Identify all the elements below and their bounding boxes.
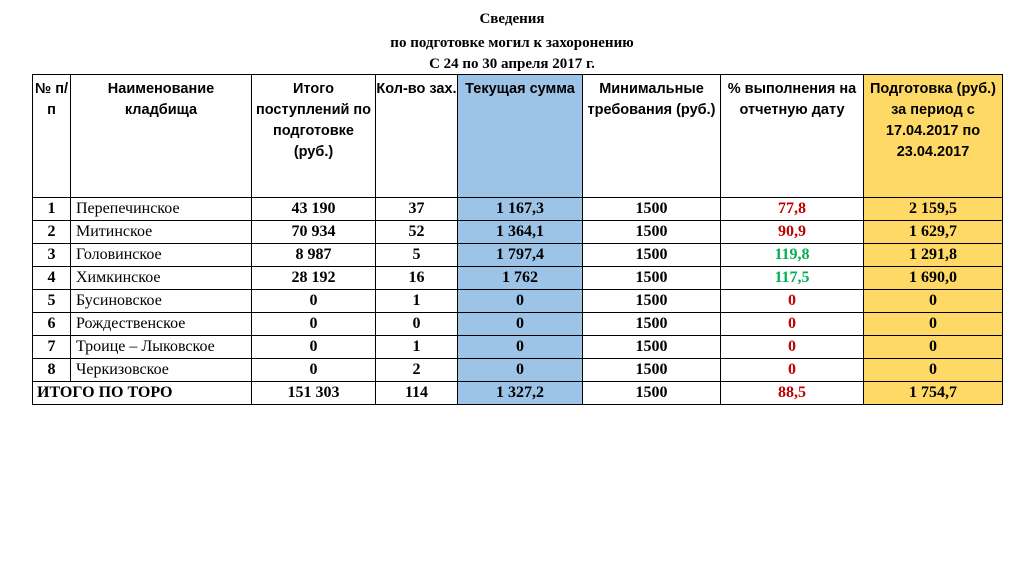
cell-prep: 2 159,5: [864, 198, 1003, 221]
cell-name: Химкинское: [71, 267, 252, 290]
table-total-row: [33, 382, 1003, 405]
total-percent: 88,5: [721, 382, 864, 405]
cell-name: Головинское: [71, 244, 252, 267]
cell-name: Рождественское: [71, 313, 252, 336]
cell-name: Перепечинское: [71, 198, 252, 221]
cell-prep: 1 291,8: [864, 244, 1003, 267]
cell-count: 37: [376, 198, 458, 221]
cell-min: 1500: [583, 198, 721, 221]
table-row: [33, 336, 1003, 359]
header-num: № п/п: [33, 75, 71, 198]
cell-count: 5: [376, 244, 458, 267]
cell-percent: 0: [721, 313, 864, 336]
cell-num: 3: [33, 244, 71, 267]
cell-count: 2: [376, 359, 458, 382]
total-label: ИТОГО ПО ТОРО: [33, 382, 252, 405]
cell-percent: 117,5: [721, 267, 864, 290]
cell-name: Митинское: [71, 221, 252, 244]
cell-num: 1: [33, 198, 71, 221]
total-count: 114: [376, 382, 458, 405]
cell-percent: 90,9: [721, 221, 864, 244]
cell-income: 43 190: [252, 198, 376, 221]
cell-income: 70 934: [252, 221, 376, 244]
cell-percent: 0: [721, 290, 864, 313]
cell-income: 28 192: [252, 267, 376, 290]
cell-name: Троице – Лыковское: [71, 336, 252, 359]
cell-prep: 1 690,0: [864, 267, 1003, 290]
total-min: 1500: [583, 382, 721, 405]
total-income: 151 303: [252, 382, 376, 405]
cell-num: 5: [33, 290, 71, 313]
table-header-row: [33, 75, 1003, 198]
table-row: [33, 313, 1003, 336]
cell-num: 6: [33, 313, 71, 336]
cell-count: 16: [376, 267, 458, 290]
header-prep: Подготовка (руб.) за период с 17.04.2017 по 23.04.2017: [864, 75, 1003, 198]
cell-num: 2: [33, 221, 71, 244]
cell-current: 1 797,4: [458, 244, 583, 267]
table-row: [33, 221, 1003, 244]
cell-income: 0: [252, 359, 376, 382]
cell-current: 0: [458, 313, 583, 336]
cell-min: 1500: [583, 313, 721, 336]
cell-count: 1: [376, 336, 458, 359]
cell-current: 1 167,3: [458, 198, 583, 221]
report-title: Сведения: [479, 11, 545, 27]
cell-percent: 77,8: [721, 198, 864, 221]
total-current: 1 327,2: [458, 382, 583, 405]
total-prep: 1 754,7: [864, 382, 1003, 405]
cell-income: 0: [252, 336, 376, 359]
table-row: [33, 198, 1003, 221]
cell-num: 8: [33, 359, 71, 382]
burial-preparation-table: [32, 74, 1003, 405]
cell-num: 4: [33, 267, 71, 290]
header-min: Минимальные требования (руб.): [583, 75, 721, 198]
cell-min: 1500: [583, 221, 721, 244]
cell-count: 52: [376, 221, 458, 244]
cell-num: 7: [33, 336, 71, 359]
cell-percent: 0: [721, 336, 864, 359]
cell-prep: 0: [864, 359, 1003, 382]
cell-current: 0: [458, 336, 583, 359]
header-current: Текущая сумма: [458, 75, 583, 198]
cell-income: 0: [252, 290, 376, 313]
cell-count: 1: [376, 290, 458, 313]
report-subtitle: по подготовке могил к захоронению: [390, 35, 634, 51]
cell-prep: 0: [864, 313, 1003, 336]
table-row: [33, 359, 1003, 382]
cell-income: 0: [252, 313, 376, 336]
cell-percent: 119,8: [721, 244, 864, 267]
cell-income: 8 987: [252, 244, 376, 267]
report-period: С 24 по 30 апреля 2017 г.: [429, 56, 595, 72]
cell-percent: 0: [721, 359, 864, 382]
cell-min: 1500: [583, 359, 721, 382]
header-percent: % выполнения на отчетную дату: [721, 75, 864, 198]
header-count: Кол-во зах.: [376, 75, 458, 198]
header-name: Наименование кладбища: [71, 75, 252, 198]
cell-current: 0: [458, 290, 583, 313]
cell-current: 0: [458, 359, 583, 382]
cell-min: 1500: [583, 267, 721, 290]
cell-current: 1 364,1: [458, 221, 583, 244]
cell-min: 1500: [583, 244, 721, 267]
cell-prep: 1 629,7: [864, 221, 1003, 244]
cell-count: 0: [376, 313, 458, 336]
cell-prep: 0: [864, 290, 1003, 313]
cell-prep: 0: [864, 336, 1003, 359]
cell-name: Бусиновское: [71, 290, 252, 313]
table-row: [33, 290, 1003, 313]
table-row: [33, 267, 1003, 290]
header-income: Итого поступлений по подготовке (руб.): [252, 75, 376, 198]
cell-current: 1 762: [458, 267, 583, 290]
cell-min: 1500: [583, 336, 721, 359]
table-row: [33, 244, 1003, 267]
cell-min: 1500: [583, 290, 721, 313]
cell-name: Черкизовское: [71, 359, 252, 382]
